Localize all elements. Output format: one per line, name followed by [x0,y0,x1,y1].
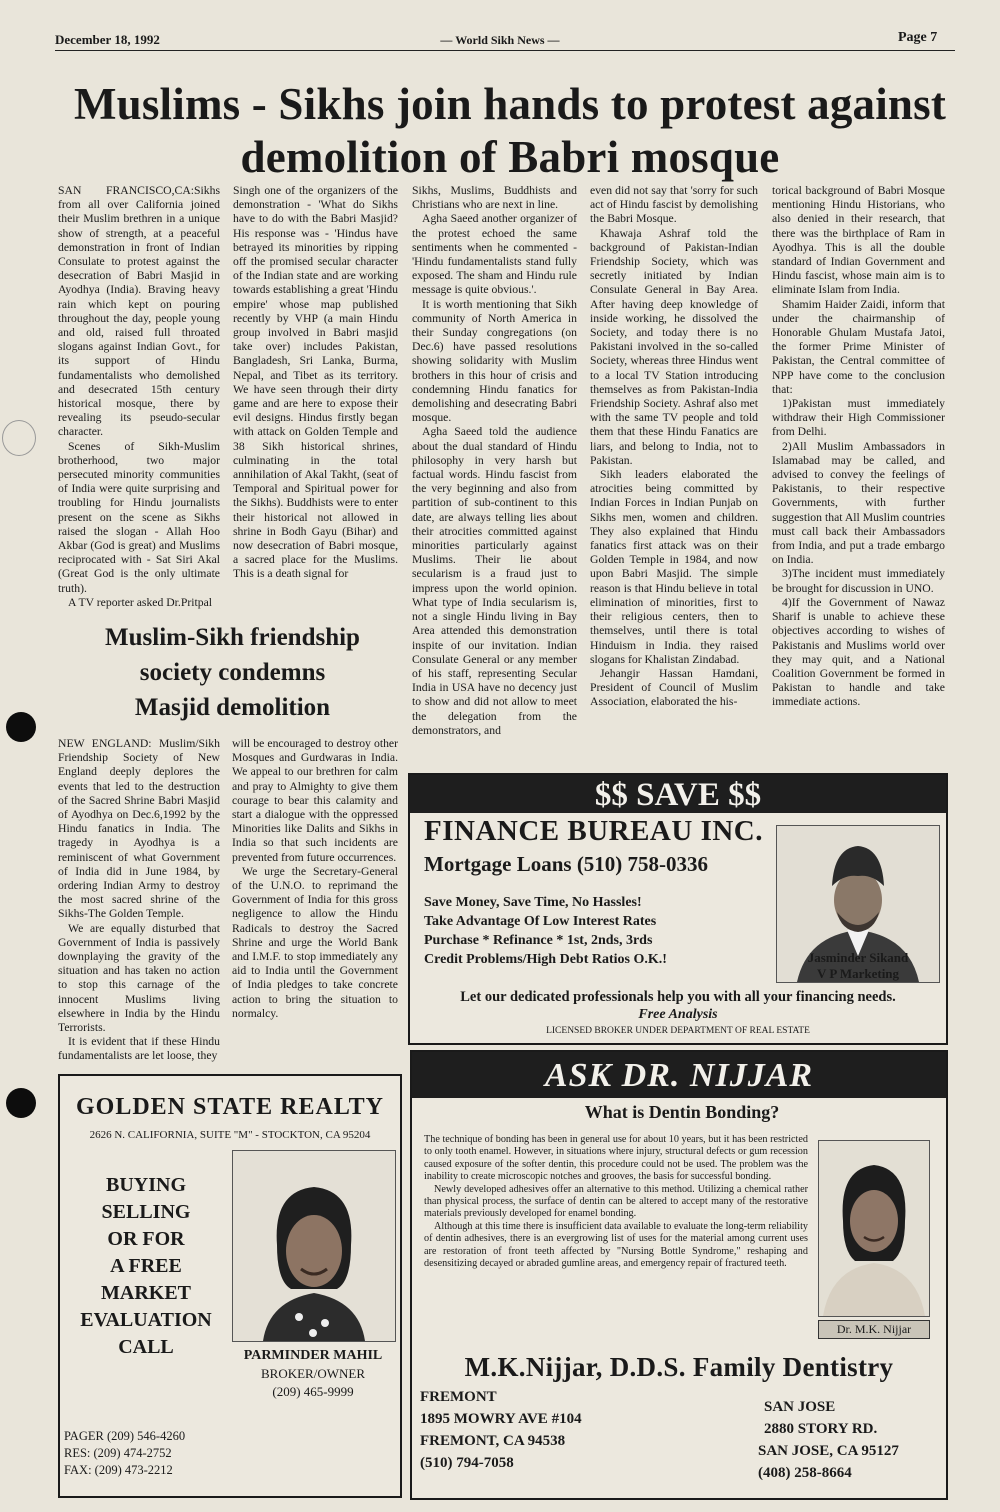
fax-number: FAX: (209) 473-2212 [64,1463,173,1477]
paragraph: Khawaja Ashraf told the background of Pakistan-Indian Friendship Society, which was secretly initiated by Indian Consulate General in Bay Area. After having deep knowledge of inside working, he dissolved the Society, and today there is no Pakistani involved in the so-called Society, whereas three Hindus went to a local TV Station introducing themselves as from Pakistan-India Friendship Society. Ashraf also met with the same TV people and told them that these Hindu Fanatics are liars, and belong to India, not to Pakistan. [590,226,758,467]
parminder-photo [232,1150,396,1342]
paragraph: torical background of Babri Mosque mentioning Hindu Historians, who also denied in their research, that there was the birthplace of Ram in Ayodhya. This is all the double standard of Indian Government and Hindu fascist, whose main aim is to eliminate Islam from India. [772,184,945,297]
service-line: CALL [118,1336,174,1358]
benefit-line: Credit Problems/High Debt Ratios O.K.! [424,952,667,967]
main-story-col5 [772,184,945,759]
paragraph: Shamim Haider Zaidi, inform that under the chairmanship of Honorable Ghulam Mustafa Jatoi, the former Prime Minister of Pakistan, the Central committee of NPP have come to the conclusion that: [772,297,945,396]
fremont-address-1: 1895 MOWRY AVE #104 [420,1411,582,1427]
realty-name: GOLDEN STATE REALTY [76,1094,384,1120]
paragraph: Sikh leaders elaborated the atrocities being committed by Indian Forces in Indian Punjab on Sikhs men, women and children. They also explained that Hindu fanatics first attack was on their Golden Temple in 1984, and now upon Babri Masjid. The simple reason is that Hindu believe in total elimination of minorities, first to their religious centers, then to themselves, until there is total Hinduism in India. they raised slogans for Khalistan Zindabad. [590,468,758,666]
main-story-col2 [233,184,398,609]
punch-hole [6,712,36,742]
mortgage-phone: Mortgage Loans (510) 758-0336 [424,852,709,876]
save-banner: $$ SAVE $$ [410,775,946,813]
realty-address: 2626 N. CALIFORNIA, SUITE "M" - STOCKTON, CA 95204 [89,1129,371,1141]
second-story-col1 [58,737,220,1062]
finance-company-name: FINANCE BUREAU INC. [424,815,763,847]
paragraph: will be encouraged to destroy other Mosques and Gurdwaras in India. We appeal to our brethren for calm and pray to Almighty to give them courage to bear this calamity and start a dialogue with the oppressed Minorities like Dalits and Sikhs in India so that such incidents are prevented from future occurrences. [232,737,398,864]
service-line: A FREE [110,1255,182,1277]
sanjose-phone: (408) 258-8664 [758,1465,852,1481]
paragraph: Singh one of the organizers of the demonstration - 'What do Sikhs have to do with the Babri Masjid? His response was - 'Hindus have betrayed its minorities by ripping off the promised secular character of the Indian state and are working towards establishing a great 'Hindu empire' whose map published recently by VHP (a main Hindu group involved in Babri masjid take over) includes Pakistan, Bangladesh, Sri Lanka, Burma, Nepal, and Tibet as its territory. We have seen through their dirty game and are here to expose their evil designs. Hindus firstly began with attack on Golden Temple and 38 Sikh historical shrines, culminating in the total annihilation of Akal Takht, (seat of Temporal and Spiritual power for the Sikhs). Buddhists were to enter their historical not allowed in shrine in Bodh Gayu (Bihar) and now desecration of Babri mosque, a sacred place for the Muslims. This is a death signal for [233,184,398,581]
paragraph: We are equally disturbed that Government of India is passively downplaying the gravity of the situation and has taken no action to stop this carnage of the innocent Muslims living elsewhere in India by the Hindu Terrorists. [58,921,220,1035]
paragraph: Scenes of Sikh-Muslim brotherhood, two major persecuted minority communities of India were quite surprising and troubling for Hindu journalists present on the scene as Sikhs raised the slogan - Allah Hoo Akbar (God is great) and Muslims reciprocated with - Sat Siri Akal (Great God is the only ultimate truth). [58,439,220,595]
paragraph: 2)All Muslim Ambassadors in Islamabad may be called, and advised to convey the feelings of Pakistanis, to their respective Governments, with further suggestion that All Muslim countries must call back their Ambassadors from India, and put a trade embargo on India. [772,439,945,567]
second-story-col2 [232,737,398,1062]
realty-agent-title: BROKER/OWNER [261,1366,365,1381]
paragraph: Jehangir Hassan Hamdani, President of Council of Muslim Association, elaborated the his- [590,666,758,709]
paragraph: The technique of bonding has been in general use for about 10 years, but it has been restricted to only tooth enamel. However, in situations where injury, structural defects or gum recession caused exposure of the softer dentin, this procedure could not be used. The problem was the inability to create microscopic notches and grooves, the basis for successful bonding. [424,1134,808,1183]
realty-agent-name: PARMINDER MAHIL [243,1348,383,1363]
service-line: MARKET [101,1282,191,1304]
finance-tagline: Let our dedicated professionals help you with all your financing needs. [460,989,896,1005]
paragraph: Agha Saeed another organizer of the protest echoed the same sentiments when he commented - 'Hindu fundamentalists stand fully exposed. The sham and Hindu rule message is quite obvious.'. [412,212,577,297]
dental-question: What is Dentin Bonding? [584,1102,780,1122]
dr-nijjar-caption: Dr. M.K. Nijjar [818,1320,930,1339]
paragraph: 3)The incident must immediately be brought for discussion in UNO. [772,567,945,595]
main-headline-line2: demolition of Babri mosque [240,132,780,182]
fremont-label: FREMONT [420,1389,497,1405]
paragraph: even did not say that 'sorry for such act of Hindu fascist by demolishing the Babri Mosque. [590,184,758,226]
sanjose-address-1: 2880 STORY RD. [764,1421,878,1437]
main-story-col3 [412,184,577,759]
second-headline-line1: Muslim-Sikh friendship [105,624,360,651]
paragraph: Sikhs, Muslims, Buddhists and Christians who are next in line. [412,184,577,212]
punch-hole [6,1088,36,1118]
paragraph: 1)Pakistan must immediately withdraw their High Commissioner from Delhi. [772,397,945,439]
doctor-portrait-icon [819,1141,929,1316]
service-line: OR FOR [107,1228,185,1250]
golden-state-realty-ad [58,1074,402,1498]
paragraph: SAN FRANCISCO,CA:Sikhs from all over California joined their Muslim brethren in a unique show of strength, at a peaceful demonstration in front of Indian Consulate to protest against the desecration of Babri Masjid in Ayodhya (India). Braving heavy rain which kept on pouring throughout the day, people young and old, raised full throated slogans against Indian Govt., for its support of Hindu fundamentalists who demolished and desecrated 15th century historical mosque, there by revealing its pseudo-secular character. [58,184,220,439]
finance-person-name: Jasminder Sikand [807,950,909,965]
dental-practice-name: M.K.Nijjar, D.D.S. Family Dentistry [464,1352,894,1382]
sanjose-address-2: SAN JOSE, CA 95127 [758,1443,899,1459]
sanjose-label: SAN JOSE [764,1399,836,1415]
paragraph: Agha Saeed told the audience about the dual standard of Hindu philosophy in very harsh but factual words. Hindu fascist from the very beginning and also from partition of sub-continent to this date, are always telling lies about their atrocities committed against minorities particularly against Muslims. Their lie about secularism is a fraud just to impress upon the world opinion. What type of India secularism is, not a single Hindu living in Bay Area attended this demonstration inspite of our invitation. Indian Consulate General or any member of his staff, representing Secular India in USA have no decency just to show and did not allow to meet the delegation from the demonstrators, and [412,425,577,737]
dr-nijjar-photo [818,1140,930,1317]
benefit-line: Take Advantage Of Low Interest Rates [424,914,657,929]
finance-bureau-ad [408,773,948,1045]
paragraph: It is evident that if these Hindu fundamentalists are let loose, they [58,1035,220,1062]
paragraph: Newly developed adhesives offer an alternative to this method. Utilizing a chemical rather than physical process, the surface of dentin can be altered to accept many of the restorative materials previously developed for enamel bonding. [424,1183,808,1220]
fremont-office [420,1386,582,1474]
license-note: LICENSED BROKER UNDER DEPARTMENT OF REAL ESTATE [546,1026,810,1036]
ask-dr-nijjar-ad [410,1050,948,1500]
realty-agent-phone: (209) 465-9999 [272,1384,354,1399]
page-number: Page 7 [898,30,938,45]
pager-number: PAGER (209) 546-4260 [64,1429,186,1443]
dental-article [424,1134,808,1270]
realty-services [66,1172,226,1361]
service-line: SELLING [101,1201,191,1223]
main-story-col1 [58,184,220,609]
benefit-line: Purchase * Refinance * 1st, 2nds, 3rds [424,933,653,948]
benefit-line: Save Money, Save Time, No Hassles! [424,895,642,910]
paragraph: 4)If the Government of Nawaz Sharif is unable to achieve these objectives according to wishes of Pakistanis and Muslims world over they may quit, and a National Coalition Government be formed in Pakistan to handle and take immediate actions. [772,595,945,709]
paragraph: NEW ENGLAND: Muslim/Sikh Friendship Society of New England deeply deplores the events that led to the destruction of the Sacred Shrine Babri Masjid of Ayodhya on Dec.6,1992 by the Hindu fanatics in India. The tragedy in Ayodhya is a reminiscent of what Government of India did in June 1984, by ordering Indian Army to destroy the most sacred shrine of the Sikhs-The Golden Temple. [58,737,220,921]
paragraph: Although at this time there is insufficient data available to evaluate the long-term reliability of dentin adhesives, there is an evergrowing list of uses for the material among current uses are restoration of front teeth affected by "Nursing Bottle Syndrome," reshaping and desensitizing decayed or abraded gumline areas, and emergency repair of fractured teeth. [424,1220,808,1270]
punch-hole-outline [2,420,36,456]
woman-portrait-icon [233,1151,395,1341]
res-number: RES: (209) 474-2752 [64,1446,172,1460]
realty-contacts [64,1428,185,1479]
main-story-col4 [590,184,758,759]
second-headline-line2: society condemns [139,659,326,686]
service-line: BUYING [105,1174,186,1196]
fremont-phone: (510) 794-7058 [420,1455,514,1471]
paragraph: We urge the Secretary-General of the U.N.O. to reprimand the Government of India for this gross negligence to allow the Hindu Radicals to destroy the Sacred Shrine and urge the World Bank and I.M.F. to stop immediately any aid to India until the Government of India pledges to take concrete action to bring the situation to normalcy. [232,864,398,1020]
fremont-address-2: FREMONT, CA 94538 [420,1433,566,1449]
second-headline-line3: Masjid demolition [134,694,331,721]
jasminder-photo [776,825,940,983]
issue-date: December 18, 1992 [55,32,160,47]
second-headline [60,620,405,725]
main-headline [40,78,980,184]
main-headline-line1: Muslims - Sikhs join hands to protest against [73,79,947,129]
finance-benefits [424,893,667,969]
paragraph: It is worth mentioning that Sikh community of North America in their Sunday congregations (on Dec.6) have passed resolutions showing solidarity with Muslim brothers in this hour of crisis and condemning Hindu fanatics for demolishing and desecrating Babri mosque. [412,297,577,425]
paragraph: A TV reporter asked Dr.Pritpal [68,595,213,609]
finance-person-title: V P Marketing [816,966,900,981]
header-rule [55,50,955,51]
dental-banner: ASK DR. NIJJAR [412,1052,946,1098]
service-line: EVALUATION [80,1309,212,1331]
sanjose-office [758,1396,899,1484]
publication-name: — World Sikh News — [440,33,560,47]
free-analysis: Free Analysis [638,1007,718,1022]
